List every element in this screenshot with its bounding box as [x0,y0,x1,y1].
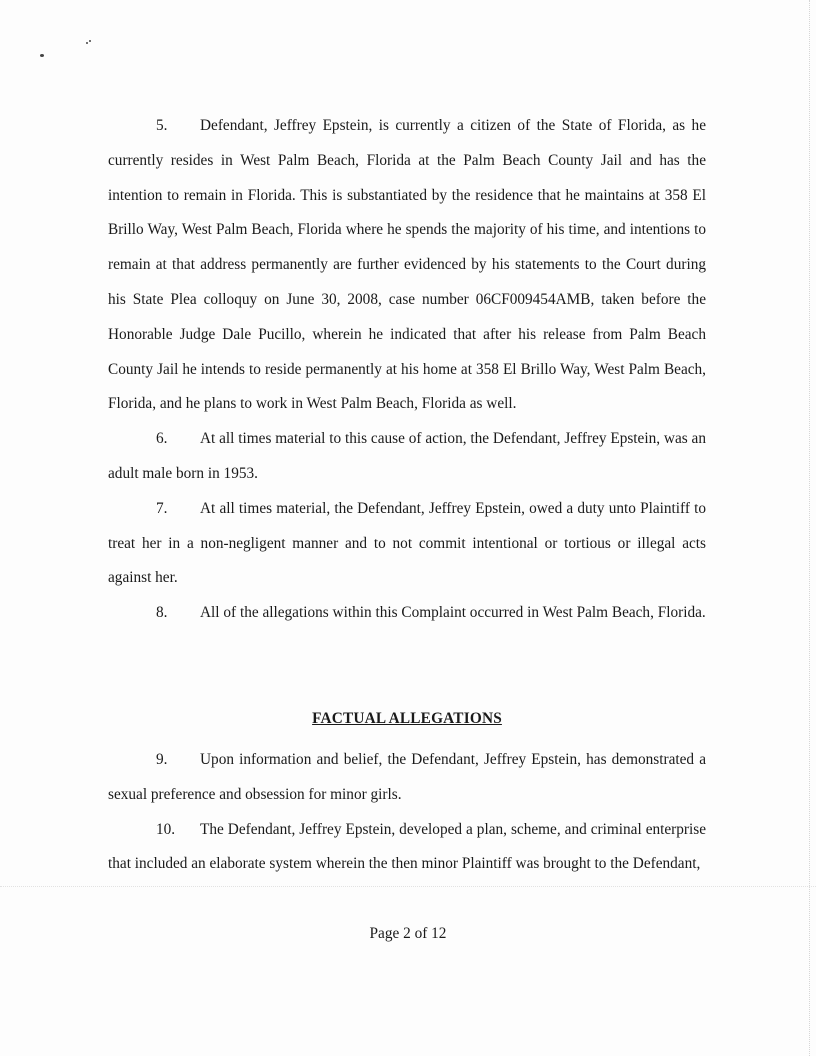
paragraph-number: 7. [156,499,168,517]
scan-fold-line [0,886,816,887]
scan-speck [86,42,88,44]
paragraph-text: Upon information and belief, the Defendant, Jeffrey Epstein, has demonstrated a sexual preference and obsession for minor girls. [108,751,706,803]
scan-speck [89,40,91,42]
paragraph-text: At all times material to this cause of action, the Defendant, Jeffrey Epstein, was an adult male born in 1953. [108,430,706,482]
paragraph-number: 8. [156,604,168,622]
paragraph-number: 6. [156,430,168,448]
paragraph-8 [108,596,706,631]
paragraph-5 [108,109,706,422]
paragraph-6 [108,422,706,492]
paragraph-text: At all times material, the Defendant, Jeffrey Epstein, owed a duty unto Plaintiff to treat her in a non-negligent manner and to not commit intentional or tortious or illegal acts against her. [108,499,706,587]
paragraph-text: All of the allegations within this Complaint occurred in West Palm Beach, Florida. [200,604,706,622]
paragraph-7 [108,492,706,596]
paragraph-number: 5. [156,117,168,134]
paragraph-text: Defendant, Jeffrey Epstein, is currently a citizen of the State of Florida, as he currently resides in West Palm Beach, Florida at the Palm Beach County Jail and has the intention to remain in Florida. This is substantiated by the residence that he maintains at 358 El Brillo Way, West Palm Beach, Florida where he spends the majority of his time, and intentions to remain at that address permanently are further evidenced by his statements to the Court during his State Plea colloquy on June 30, 2008, case number 06CF009454AMB, taken before the Honorable Judge Dale Pucillo, wherein he indicated that after his release from Palm Beach County Jail he intends to reside permanently at his home at 358 El Brillo Way, West Palm Beach, Florida, and he plans to work in West Palm Beach, Florida as well. [108,117,706,413]
paragraph-number: 9. [156,751,168,768]
scan-edge-line [808,0,810,1056]
paragraph-text: The Defendant, Jeffrey Epstein, developed a plan, scheme, and criminal enterprise that included an elaborate system wherein the then minor Plaintiff was brought to the Defendant, [108,820,706,873]
paragraph-10 [108,813,706,883]
complaint-body-top [108,109,706,631]
complaint-body-bottom [108,743,706,882]
paragraph-9 [108,743,706,813]
section-heading: FACTUAL ALLEGATIONS [312,710,502,727]
scan-speck [40,54,44,57]
page-number-footer: Page 2 of 12 [369,925,447,942]
paragraph-number: 10. [156,820,176,838]
